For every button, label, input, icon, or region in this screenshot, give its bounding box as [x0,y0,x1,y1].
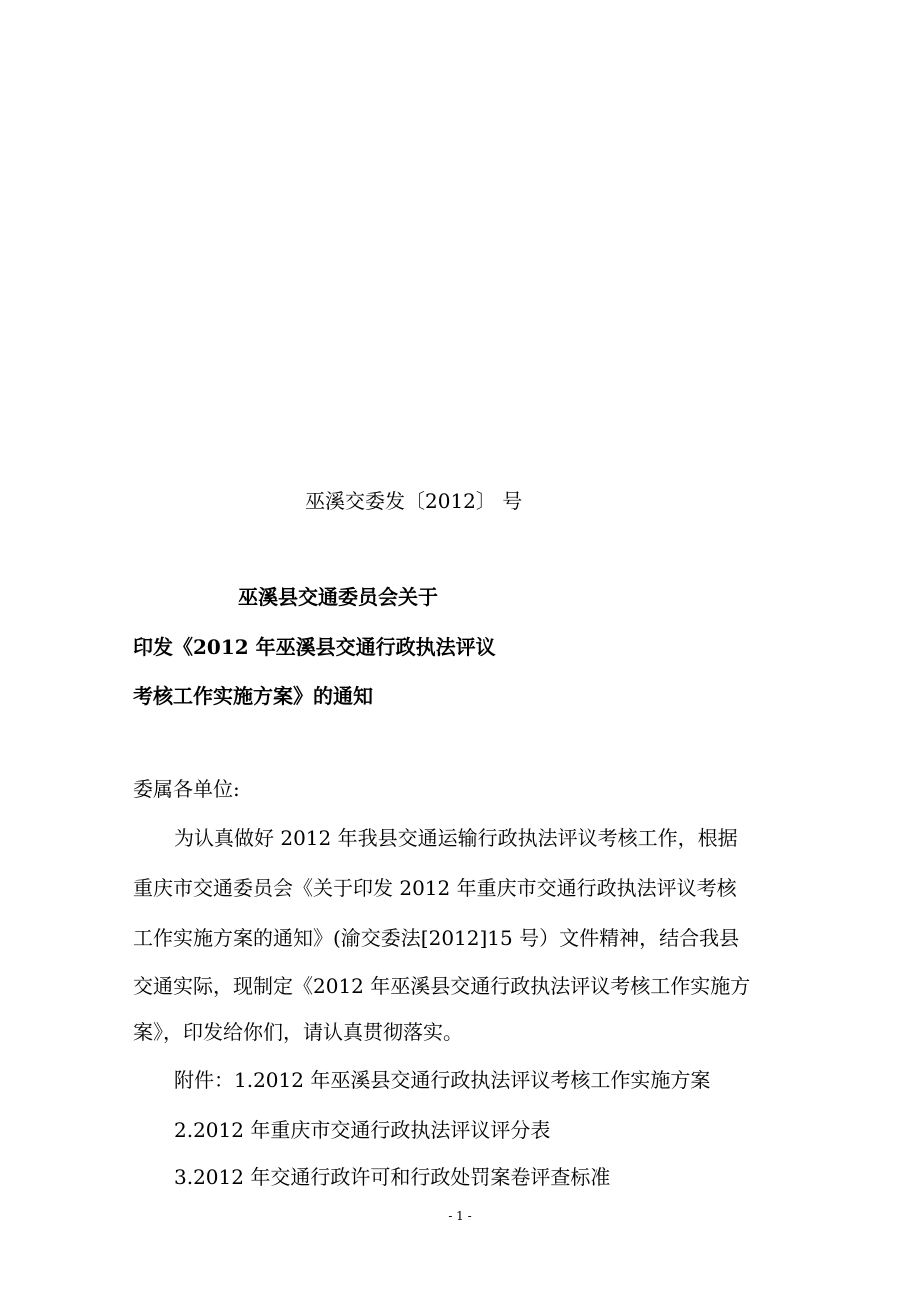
attachment-3: 3.2012 年交通行政许可和行政处罚案卷评查标准 [174,1165,611,1189]
document-title-line-1: 巫溪县交通委员会关于 [238,585,438,609]
document-title-line-2: 印发《2012 年巫溪县交通行政执法评议 [133,635,496,659]
salutation: 委属各单位: [133,777,240,801]
body-line-3: 工作实施方案的通知》(渝交委法[2012]15 号）文件精神，结合我县 [133,926,740,950]
document-title-line-3: 考核工作实施方案》的通知 [133,684,373,708]
document-number: 巫溪交委发〔2012〕 号 [305,489,523,513]
attachment-2: 2.2012 年重庆市交通行政执法评议评分表 [174,1118,551,1142]
body-line-4: 交通实际，现制定《2012 年巫溪县交通行政执法评议考核工作实施方 [133,974,751,998]
attachment-1: 附件：1.2012 年巫溪县交通行政执法评议考核工作实施方案 [174,1068,711,1092]
body-line-5: 案》，印发给你们，请认真贯彻落实。 [133,1020,463,1044]
body-line-1: 为认真做好 2012 年我县交通运输行政执法评议考核工作，根据 [174,826,738,850]
page-number: - 1 - [448,1209,472,1223]
body-line-2: 重庆市交通委员会《关于印发 2012 年重庆市交通行政执法评议考核 [133,876,737,900]
